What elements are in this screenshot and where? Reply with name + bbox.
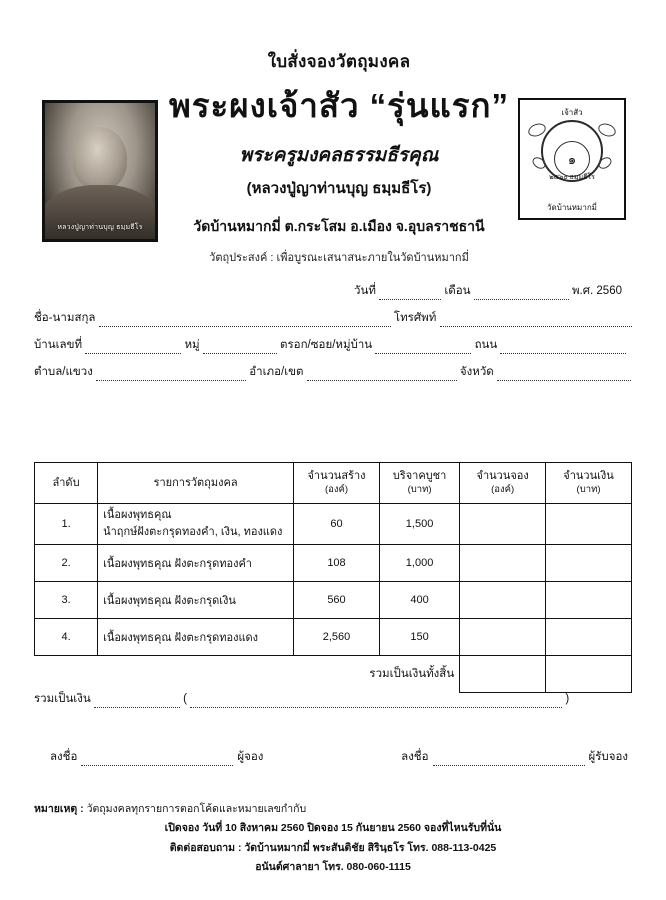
notes-label: หมายเหตุ : (34, 803, 84, 815)
table-body (35, 504, 632, 693)
table-row (35, 545, 632, 582)
row-made: 2,560 (294, 619, 380, 656)
row-item-line1: เนื้อผงพุทธคุณ (103, 509, 172, 521)
total-label: รวมเป็นเงินทั้งสิ้น (369, 668, 455, 681)
row-made: 60 (294, 504, 380, 545)
form-subtitle: ใบสั่งจองวัตถุมงคล (267, 52, 411, 71)
col-header-made (294, 463, 380, 504)
moo-label: หมู่ (184, 339, 200, 351)
notes-line-1 (34, 800, 632, 819)
name-phone-row (34, 309, 632, 327)
signature-right-role: ผู้รับจอง (588, 751, 628, 763)
portrait-robe (42, 185, 158, 242)
col-header-amount-text: จำนวนเงิน (563, 470, 614, 483)
signature-right-label: ลงชื่อ (401, 751, 429, 763)
row-donate: 1,000 (379, 545, 459, 582)
table-row (35, 619, 632, 656)
sum-label: รวมเป็นเงิน (34, 693, 91, 705)
province-label: จังหวัด (459, 366, 494, 378)
col-header-reserve-unit: (องค์) (491, 484, 515, 496)
row-donate: 400 (379, 582, 459, 619)
date-day-input[interactable] (379, 288, 441, 300)
subdistrict-label: ตำบล/แขวง (34, 366, 93, 378)
col-header-donate (379, 463, 459, 504)
notes-line-3: ติดต่อสอบถาม : วัดบ้านหมากมี่ พระสันติชัย สิรินฺธโร โทร. 088-113-0425 (169, 841, 497, 854)
table-head (35, 463, 632, 504)
purpose-statement: วัตถุประสงค์ : เพื่อบูรณะเสนาสนะภายในวัดบ้านหมากมี่ (209, 252, 469, 264)
sum-open-paren: ( (183, 693, 187, 705)
col-header-donate-unit: (บาท) (407, 484, 432, 496)
row-amount-input[interactable] (546, 545, 632, 582)
row-amount-input[interactable] (546, 504, 632, 545)
subdistrict-input[interactable] (96, 369, 246, 381)
date-month-label: เดือน (444, 285, 471, 297)
temple-seal-logo (518, 98, 626, 220)
total-amount-input[interactable] (546, 656, 632, 693)
moo-input[interactable] (203, 342, 277, 354)
row-no: 2. (35, 545, 98, 582)
portrait-face (73, 127, 127, 191)
table-header-row (35, 463, 632, 504)
row-amount-input[interactable] (546, 582, 632, 619)
row-item: เนื้อผงพุทธคุณ ฝังตะกรุดทองแดง (98, 619, 294, 656)
form-fields (34, 282, 632, 390)
row-made: 560 (294, 582, 380, 619)
table-row (35, 504, 632, 545)
date-month-input[interactable] (474, 288, 569, 300)
temple-address: วัดบ้านหมากมี่ ต.กระโสม อ.เมือง จ.อุบลราชธานี (193, 218, 485, 234)
row-reserve-input[interactable] (460, 545, 546, 582)
row-item-line2: นำฤกษ์ฝังตะกรุดทองคำ, เงิน, ทองแดง (103, 526, 283, 539)
date-day-label: วันที่ (354, 285, 376, 297)
road-label: ถนน (474, 339, 498, 351)
sum-in-words-row (34, 690, 632, 708)
phone-input[interactable] (440, 315, 633, 327)
seal-center-glyph: ๑ (554, 141, 590, 177)
seal-top-text: เจ้าสัว (561, 108, 583, 117)
date-year-label: พ.ศ. 2560 (571, 285, 622, 297)
seal-mid-text: ๒๕๖๐ ธมฺมธีโร (549, 174, 595, 181)
row-item (98, 504, 294, 545)
province-input[interactable] (497, 369, 632, 381)
sum-close-paren: ) (565, 693, 570, 705)
table-total-row (35, 656, 632, 693)
sum-words-input[interactable] (190, 696, 562, 708)
row-no: 3. (35, 582, 98, 619)
house-no-input[interactable] (85, 342, 181, 354)
district-label: อำเภอ/เขต (249, 366, 304, 378)
soi-label: ตรอก/ซอย/หมู่บ้าน (280, 339, 373, 351)
name-input[interactable] (99, 315, 391, 327)
col-header-reserve-text: จำนวนจอง (476, 470, 529, 483)
address-row (34, 336, 632, 354)
page-title: พระผงเจ้าสัว “รุ่นแรก” (169, 87, 509, 124)
signature-left-role: ผู้จอง (237, 751, 264, 763)
row-item: เนื้อผงพุทธคุณ ฝังตะกรุดทองคำ (98, 545, 294, 582)
notes-text-1: วัตถุมงคลทุกรายการตอกโค้ดและหมายเลขกำกับ (86, 803, 307, 815)
seal-bottom-text: วัดบ้านหมากมี่ (547, 203, 597, 212)
col-header-reserve (460, 463, 546, 504)
phone-label: โทรศัพท์ (393, 312, 437, 324)
district-input[interactable] (307, 369, 457, 381)
col-header-made-unit: (องค์) (324, 484, 348, 496)
date-row (34, 282, 632, 300)
signature-receiver (401, 748, 632, 766)
notes-line-2: เปิดจอง วันที่ 10 สิงหาคม 2560 ปิดจอง 15 กันยายน 2560 จองที่ไหนรับที่นั่น (164, 822, 502, 835)
portrait-caption: หลวงปู่ญาท่านบุญ ธมฺมธีโร (57, 224, 143, 231)
district-row (34, 363, 632, 381)
col-header-made-text: จำนวนสร้าง (307, 470, 366, 483)
row-amount-input[interactable] (546, 619, 632, 656)
row-item: เนื้อผงพุทธคุณ ฝังตะกรุดเงิน (98, 582, 294, 619)
col-header-item: รายการวัตถุมงคล (98, 463, 294, 504)
signature-left-input[interactable] (81, 754, 233, 766)
honorific-title: พระครูมงคลธรรมธีรคุณ (239, 145, 439, 166)
soi-input[interactable] (375, 342, 471, 354)
title-block (164, 38, 514, 266)
signature-right-input[interactable] (433, 754, 585, 766)
row-donate: 150 (379, 619, 459, 656)
monk-name: (หลวงปู่ญาท่านบุญ ธมฺมธีโร) (246, 180, 432, 197)
row-no: 1. (35, 504, 98, 545)
col-header-amount (546, 463, 632, 504)
row-reserve-input[interactable] (460, 504, 546, 545)
house-no-label: บ้านเลขที่ (34, 339, 83, 351)
sum-numeric-input[interactable] (94, 696, 180, 708)
notes-section (34, 800, 632, 878)
col-header-amount-unit: (บาท) (576, 484, 601, 496)
row-no: 4. (35, 619, 98, 656)
order-items-table (34, 462, 632, 693)
signature-buyer (34, 748, 263, 766)
col-header-no: ลำดับ (35, 463, 98, 504)
signature-row (34, 748, 632, 766)
monk-portrait-photo (42, 100, 158, 242)
notes-line-4: อนันต์ศาลายา โทร. 080-060-1115 (255, 861, 411, 874)
row-donate: 1,500 (379, 504, 459, 545)
signature-left-label: ลงชื่อ (50, 751, 78, 763)
row-reserve-input[interactable] (460, 619, 546, 656)
table-row (35, 582, 632, 619)
row-reserve-input[interactable] (460, 582, 546, 619)
road-input[interactable] (500, 342, 626, 354)
document-header (34, 38, 632, 268)
name-label: ชื่อ-นามสกุล (34, 312, 96, 324)
col-header-donate-text: บริจาคบูชา (392, 470, 447, 483)
total-reserve-input[interactable] (460, 656, 546, 693)
row-made: 108 (294, 545, 380, 582)
